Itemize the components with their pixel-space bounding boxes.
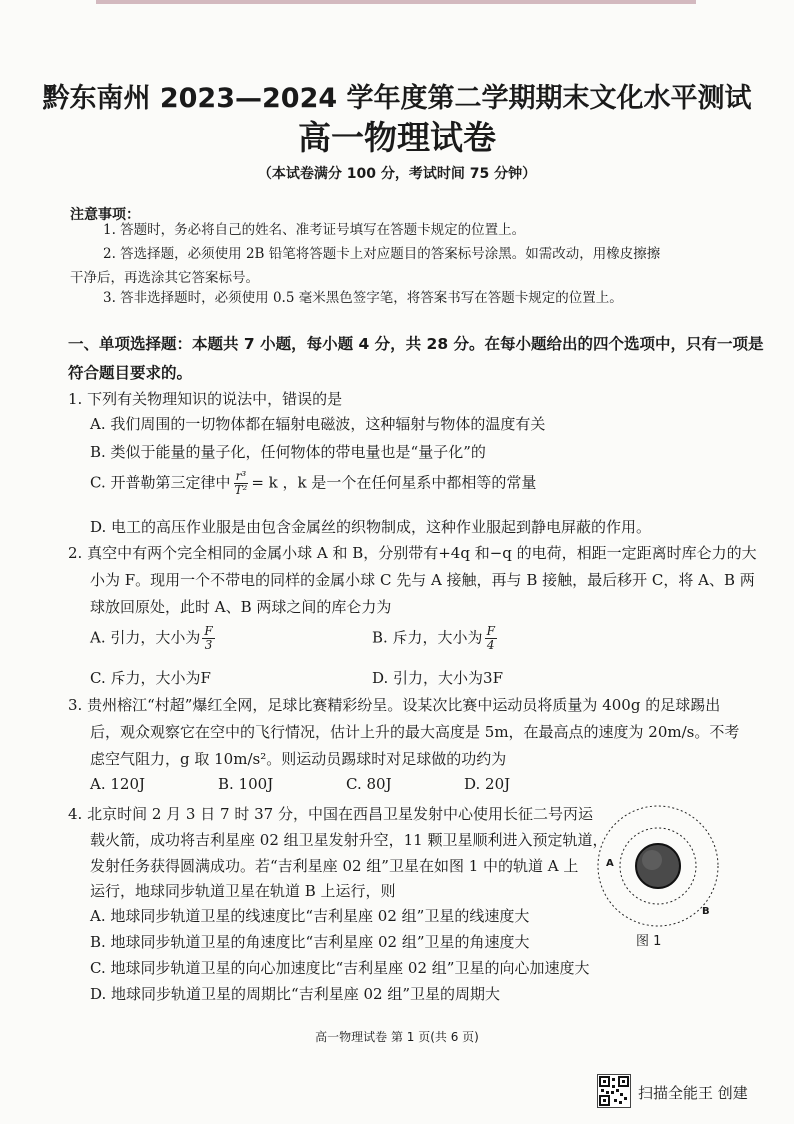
notice-item-2-cont: 干净后，再选涂其它答案标号。 <box>70 270 259 286</box>
exam-title-line1: 黔东南州 2023—2024 学年度第二学期期末文化水平测试 <box>42 83 752 114</box>
question-1-stem: 1. 下列有关物理知识的说法中，错误的是 <box>68 390 343 408</box>
option-a-denominator: 3 <box>204 638 213 652</box>
question-3-option-d: D. 20J <box>464 775 511 793</box>
notice-heading: 注意事项： <box>70 207 140 223</box>
question-2-option-c: C. 斥力，大小为F <box>90 669 211 687</box>
earth-shading <box>642 850 662 870</box>
question-1-option-c <box>90 470 536 497</box>
question-3-line-1: 3. 贵州榕江“村超”爆红全网，足球比赛精彩纷呈。设某次比赛中运动员将质量为 400g 的足球踢出 <box>68 696 721 714</box>
question-2-option-b <box>372 625 499 652</box>
notice-item-2: 2. 答选择题，必须使用 2B 铅笔将答题卡上对应题目的答案标号涂黑。如需改动，用橡皮擦擦 <box>103 246 661 262</box>
question-2-option-b-prefix: B. 斥力，大小为 <box>372 628 483 647</box>
question-3-line-2: 后，观众观察它在空中的飞行情况，估计上升的最大高度是 5m，在最高点的速度为 20m/s。不考 <box>90 723 740 741</box>
question-2-line-2: 小为 F。现用一个不带电的同样的金属小球 C 先与 A 接触，再与 B 接触，最后移开 C，将 A、B 两 <box>90 571 755 589</box>
exam-subtitle: （本试卷满分 100 分，考试时间 75 分钟） <box>257 166 537 182</box>
question-1-option-d: D. 电工的高压作业服是由包含金属丝的织物制成，这种作业服起到静电屏蔽的作用。 <box>90 518 652 536</box>
option-a-fraction <box>202 625 214 652</box>
question-3-line-3: 虑空气阻力，g 取 10m/s²。则运动员踢球时对足球做的功约为 <box>90 750 507 768</box>
question-3-option-c: C. 80J <box>346 775 392 793</box>
question-4-option-a: A. 地球同步轨道卫星的线速度比“吉利星座 02 组”卫星的线速度大 <box>90 907 530 925</box>
section-heading-cont: 符合题目要求的。 <box>68 364 193 382</box>
section-heading: 一、单项选择题：本题共 7 小题，每小题 4 分，共 28 分。在每小题给出的四个选项中，只有一项是 <box>68 335 764 353</box>
notice-item-1: 1. 答题时，务必将自己的姓名、准考证号填写在答题卡规定的位置上。 <box>103 222 526 238</box>
question-4-line-1: 4. 北京时间 2 月 3 日 7 时 37 分，中国在西昌卫星发射中心使用长征二号丙运 <box>68 805 593 823</box>
question-4-option-d: D. 地球同步轨道卫星的周期比“吉利星座 02 组”卫星的周期大 <box>90 985 500 1003</box>
question-4-line-2: 载火箭，成功将吉利星座 02 组卫星发射升空，11 颗卫星顺利进入预定轨道， <box>90 831 608 849</box>
question-2-option-a-prefix: A. 引力，大小为 <box>90 628 201 647</box>
question-3-option-a: A. 120J <box>90 775 146 793</box>
option-a-numerator: F <box>204 624 213 638</box>
question-4-option-b: B. 地球同步轨道卫星的角速度比“吉利星座 02 组”卫星的角速度大 <box>90 933 530 951</box>
option-b-fraction <box>485 625 497 652</box>
orbit-figure <box>590 800 730 964</box>
qr-code-graphic <box>598 1075 630 1107</box>
qr-code-icon <box>597 1074 631 1108</box>
scanner-brand-text: 扫描全能王 创建 <box>638 1084 748 1102</box>
kepler-fraction <box>232 470 249 497</box>
question-1-option-c-prefix: C. 开普勒第三定律中 <box>90 473 231 492</box>
question-1-option-c-suffix: = k ，k 是一个在任何星系中都相等的常量 <box>251 473 537 492</box>
option-b-numerator: F <box>486 624 495 638</box>
question-4-line-4: 运行，地球同步轨道卫星在轨道 B 上运行，则 <box>90 882 396 900</box>
page-footer: 高一物理试卷 第 1 页(共 6 页) <box>315 1030 479 1044</box>
question-4-line-3: 发射任务获得圆满成功。若“吉利星座 02 组”卫星在如图 1 中的轨道 A 上 <box>90 857 579 875</box>
question-2-line-1: 2. 真空中有两个完全相同的金属小球 A 和 B，分别带有+4q 和−q 的电荷，相距一定距离时库仑力的大 <box>68 544 757 562</box>
question-2-option-d: D. 引力，大小为3F <box>372 669 503 687</box>
exam-title-line2: 高一物理试卷 <box>298 118 496 157</box>
kepler-denominator: T² <box>234 483 248 497</box>
question-4-option-c: C. 地球同步轨道卫星的向心加速度比“吉利星座 02 组”卫星的向心加速度大 <box>90 959 590 977</box>
option-b-denominator: 4 <box>486 638 495 652</box>
question-1-option-a: A. 我们周围的一切物体都在辐射电磁波，这种辐射与物体的温度有关 <box>90 415 546 433</box>
notice-item-3: 3. 答非选择题时，必须使用 0.5 毫米黑色签字笔，将答案书写在答题卡规定的位置上。 <box>103 290 623 306</box>
figure-caption: 图 1 <box>636 934 662 949</box>
question-2-line-3: 球放回原处，此时 A、B 两球之间的库仑力为 <box>90 598 392 616</box>
question-2-option-a <box>90 625 217 652</box>
question-1-option-b: B. 类似于能量的量子化，任何物体的带电量也是“量子化”的 <box>90 443 486 461</box>
question-3-option-b: B. 100J <box>218 775 274 793</box>
orbit-label-b: B <box>702 906 710 917</box>
top-border-line <box>96 0 696 4</box>
kepler-numerator: r³ <box>235 469 247 483</box>
orbit-label-a: A <box>606 858 614 869</box>
